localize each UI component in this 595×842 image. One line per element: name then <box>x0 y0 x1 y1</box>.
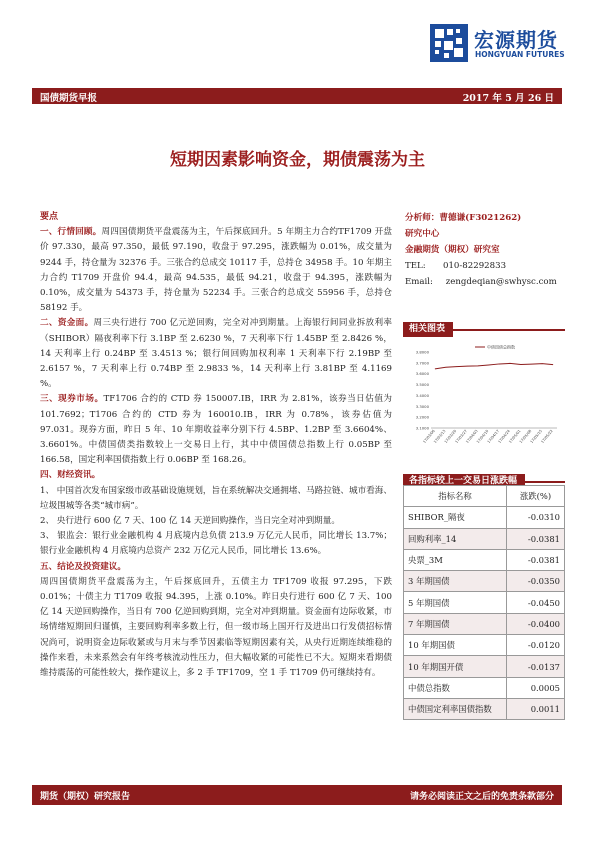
table-row <box>404 698 565 719</box>
data-point <box>510 363 511 364</box>
indicator-change: -0.0400 <box>507 613 565 634</box>
x-tick-label: 17/03/06 <box>422 429 436 445</box>
table-row <box>404 571 565 592</box>
table-row <box>404 528 565 549</box>
indicator-name: SHIBOR_隔夜 <box>404 507 507 528</box>
conclusion-body: 周四国债期货平盘震荡为主，午后探底回升，五债主力 TF1709 收报 97.295，下跌 0.01%；十债主力 T1709 收报 94.395，上涨 0.10%。昨日央行进行 600 亿 7 天、100 亿 14 天逆回购操作，当日有 700 亿逆回购到期，完全对冲到期量。资金面有边际收紧，市场情绪短期回归谨慎，主要回购利率多数上行，但一级市场上国开行及进出口行发债招标情况尚可，说明资金边际收紧或与月末与季节因素临等短期因素有关，从央行近期连续维稳的操作来看，未来系然会有年终考核流动性压力，但大幅收紧的可能性已不大。短期来看期债维持震荡的可能性较大，操作建议上，多 2 手 TF1709，空 1 手 T1709 仍可继续持有。 <box>40 576 392 679</box>
research-dept: 金融期货（期权）研究室 <box>405 245 500 255</box>
indicator-name: 10 年期国债 <box>404 635 507 656</box>
table-row <box>404 656 565 677</box>
data-point <box>488 365 489 366</box>
footer-disclaimer: 请务必阅读正文之后的免责条款部分 <box>409 792 554 802</box>
news-item-3: 3、 银监会：银行业金融机构 4 月底境内总负债 213.9 万亿元人民币，同比增长 13.7%；银行业金融机构 4 月底境内总资产 232 万亿元人民币，同比增长 13.6%。 <box>40 531 392 557</box>
logo-name-cn: 宏源期货 <box>474 28 558 52</box>
indicator-change: -0.0450 <box>507 592 565 613</box>
table-header: 各指标较上一交易日涨跌幅 <box>403 468 565 483</box>
report-date: 2017 年 5 月 26 日 <box>462 93 554 104</box>
section-funding: 二、资金面。周三央行进行 700 亿元逆回购，完全对冲到期量。上海银行间同业拆放利率（SHIBOR）隔夜利率下行 3.1BP 至 2.6230 %，7 天利率下行 1.45BP 至 2.8426 %，14 天利率上行 0.24BP 至 3.4513 %；银行间回购加权利率 1 天利率下行 2.19BP 至 2.6157 %，7 天利率上行 0.74BP 至 2.9833 %，14 天利率上行 3.81BP 至 4.1169 %。 <box>40 318 392 390</box>
indicator-name: 7 年期国债 <box>404 613 507 634</box>
table-row <box>404 507 565 528</box>
section-conclusion: 五、结论及投资建议。 <box>40 561 126 572</box>
y-tick-label: 3.7000 <box>415 360 429 366</box>
y-tick-label: 3.1000 <box>415 425 429 431</box>
data-point <box>456 366 457 367</box>
related-chart-header: 相关图表 <box>403 316 565 331</box>
indicator-name: 中债总指数 <box>404 677 507 698</box>
table-row <box>404 635 565 656</box>
logo-mark-icon <box>430 24 468 62</box>
x-tick-label: 17/05/15 <box>529 429 544 445</box>
news-item-2: 2、 央行进行 600 亿 7 天、100 亿 14 天逆回购操作，当日完全对冲到期量。 <box>40 516 340 527</box>
indicator-name: 3 年期国债 <box>404 571 507 592</box>
data-point <box>445 367 446 368</box>
summary-column <box>40 210 392 681</box>
indicator-change: -0.0310 <box>507 507 565 528</box>
data-point <box>542 363 543 364</box>
data-point <box>499 364 500 365</box>
indicator-name: 5 年期国债 <box>404 592 507 613</box>
analyst-name: 分析师：曹德谦(F3021262) <box>405 213 522 223</box>
indicator-change: 0.0011 <box>507 698 565 719</box>
x-tick-label: 17/03/13 <box>433 429 447 445</box>
indicator-change: -0.0137 <box>507 656 565 677</box>
table-row <box>404 677 565 698</box>
x-tick-label: 17/04/24 <box>497 429 511 445</box>
x-tick-label: 17/04/03 <box>465 429 479 445</box>
legend-label: 中债国债总指数 <box>487 344 515 350</box>
x-tick-label: 17/05/01 <box>508 429 522 445</box>
data-point <box>435 369 436 370</box>
research-center: 研究中心 <box>405 229 440 239</box>
news-item-1: 1、 中国首次发布国家级市政基础设施规划，旨在系统解决交通拥堵、马路拉链、城市看海、垃圾围城等各类“城市病”。 <box>40 485 392 511</box>
table-row <box>404 613 565 634</box>
y-tick-label: 3.8000 <box>415 349 429 355</box>
footer-left: 期货（期权）研究报告 <box>40 792 131 802</box>
indicator-change: -0.0120 <box>507 635 565 656</box>
rates-table <box>403 485 565 720</box>
x-tick-label: 17/04/17 <box>486 429 501 445</box>
y-tick-label: 3.2000 <box>415 414 429 420</box>
indicator-name: 中债国定利率国债指数 <box>404 698 507 719</box>
footer-bar <box>32 785 562 805</box>
section-market-review: 一、行情回顾。周四国债期货平盘震荡为主，午后探底回升。5 年期主力合约TF1709 开盘价 97.330，最高 97.350，最低 97.190，收盘于 97.295，涨跌幅为 0.01%，成交量为 9244 手，持仓量为 32376 手。三张合约总成交 10117 手，总持仓 34958 手。10 年期主力合约 T1709 开盘价 94.4，最高 94.535，最低 94.21，收盘于 94.395，涨跌幅为 0.10%，成交量为 54373 手，持仓量为 52234 手。三张合约总成交 55956 手，总持仓 58192 手。 <box>40 227 392 314</box>
logo-name-en: HONGYUAN FUTURES <box>475 50 565 59</box>
page-title: 短期因素影响资金，期债震荡为主 <box>170 150 425 170</box>
y-tick-label: 3.5000 <box>415 382 429 388</box>
y-tick-label: 3.4000 <box>415 392 429 398</box>
data-point <box>521 364 522 365</box>
table-row <box>404 592 565 613</box>
section-spot-market: 三、现券市场。TF1706 合约的 CTD 券 150007.IB，IRR 为 2.81%，该券当日估值为 101.7692；T1706 合约的 CTD 券为 160010.IB，IRR 为 0.78%，该券估值为 97.031。现券方面，昨日 5 年、10 年期收益率分别下行 4.5BP、1.2BP 至 3.6604%、3.6601%。中债国债类指数较上一交易日上行，其中中债国债总指数上行 0.05BP 至 166.58，国定利率国债指数上行 0.06BP 至 168.26。 <box>40 394 392 466</box>
analyst-tel: TEL: 010-82292833 <box>405 261 507 271</box>
indicator-change: -0.0381 <box>507 549 565 570</box>
x-tick-label: 17/05/22 <box>540 429 554 445</box>
x-tick-label: 17/03/27 <box>454 429 468 445</box>
col-header-name: 指标名称 <box>404 486 507 507</box>
data-point <box>531 364 532 365</box>
data-point <box>553 364 554 365</box>
indicator-change: 0.0005 <box>507 677 565 698</box>
series-line <box>435 363 553 368</box>
col-header-change: 涨跌(%) <box>507 486 565 507</box>
x-tick-label: 17/03/20 <box>443 429 458 445</box>
company-logo <box>430 22 580 66</box>
y-tick-label: 3.6000 <box>415 371 429 377</box>
index-line-chart <box>405 338 565 460</box>
indicator-name: 10 年期国开债 <box>404 656 507 677</box>
section-news: 四、财经资讯。 <box>40 470 101 481</box>
data-point <box>467 366 468 367</box>
analyst-email: Email: zengdeqian@swhysc.com <box>405 277 557 287</box>
table-row <box>404 549 565 570</box>
header-bar <box>32 88 562 104</box>
analyst-info <box>405 210 565 290</box>
report-type: 国债期货早报 <box>40 93 98 104</box>
x-tick-label: 17/05/08 <box>518 429 533 445</box>
indicator-name: 回购利率_14 <box>404 528 507 549</box>
indicator-name: 央票_3M <box>404 549 507 570</box>
summary-label: 要点 <box>40 212 59 222</box>
x-tick-label: 17/04/10 <box>475 429 490 445</box>
y-tick-label: 3.3000 <box>415 403 429 409</box>
indicator-change: -0.0381 <box>507 528 565 549</box>
indicator-change: -0.0350 <box>507 571 565 592</box>
data-point <box>478 366 479 367</box>
